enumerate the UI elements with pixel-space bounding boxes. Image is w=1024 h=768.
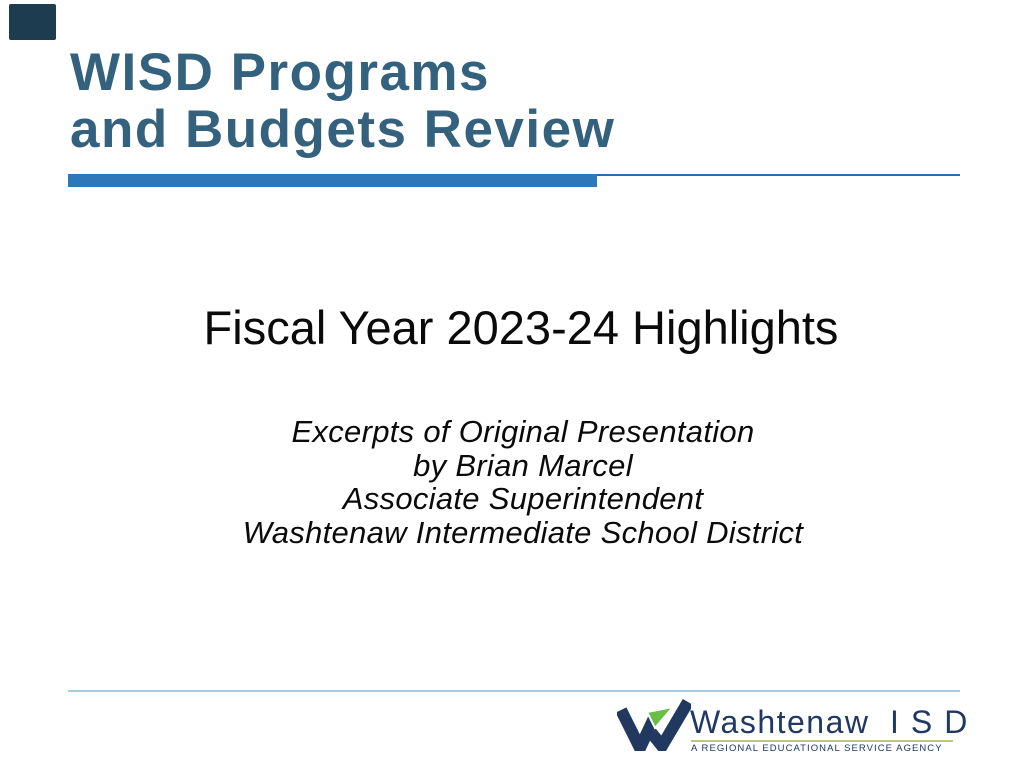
headline: Fiscal Year 2023-24 Highlights <box>203 301 839 354</box>
footer-divider-line <box>68 690 960 692</box>
slide-title <box>70 44 615 158</box>
logo-wordmark: Washtenaw <box>690 704 870 740</box>
logo-acronym: ISD <box>890 704 980 740</box>
logo-underline <box>691 740 953 742</box>
byline-line-1: Excerpts of Original Presentation <box>291 414 755 449</box>
byline-line-3: Associate Superintendent <box>342 481 704 516</box>
title-underline-thin-line <box>597 174 960 176</box>
byline-line-2: by Brian Marcel <box>413 447 633 483</box>
byline-block <box>22 415 1024 549</box>
washtenaw-isd-logo <box>617 699 980 759</box>
byline-line-4: Washtenaw Intermediate School District <box>242 514 804 550</box>
title-underline-bar <box>68 174 597 187</box>
slide-title-line-2: and Budgets Review <box>70 100 616 159</box>
logo-tagline: A REGIONAL EDUCATIONAL SERVICE AGENCY <box>691 743 943 754</box>
w-checkmark-icon <box>617 699 691 751</box>
slide-title-line-1: WISD Programs <box>70 43 491 102</box>
corner-accent-tab <box>9 4 56 40</box>
